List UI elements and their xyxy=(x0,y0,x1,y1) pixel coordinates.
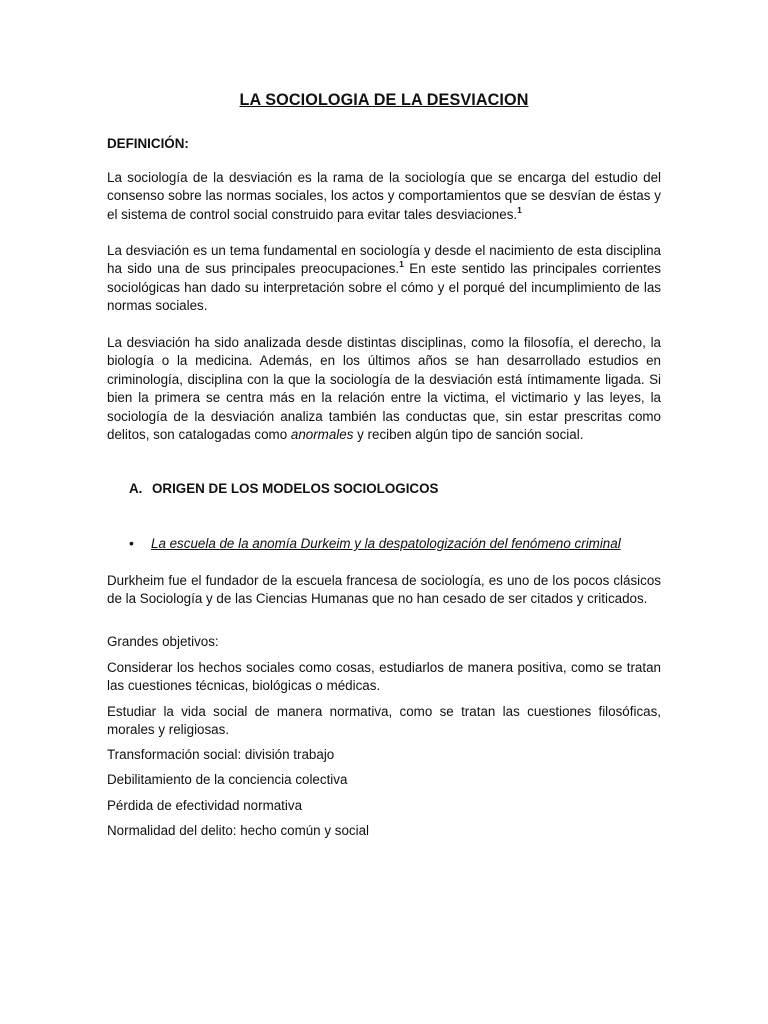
page-title: LA SOCIOLOGIA DE LA DESVIACION xyxy=(239,91,529,109)
paragraph-fundamental xyxy=(107,242,661,316)
paragraph-text: La sociología de la desviación es la rama de la sociología que se encarga del estudio del consenso sobre las normas sociales, los actos y comportamientos que se desvían de éstas y el sistema de control social construido para evitar tales desviaciones. xyxy=(107,170,661,222)
section-heading-text: ORIGEN DE LOS MODELOS SOCIOLOGICOS xyxy=(152,481,439,496)
list-item: Pérdida de efectividad normativa xyxy=(107,798,303,813)
paragraph-text: y reciben algún tipo de sanción social. xyxy=(353,427,584,443)
objectives-label: Grandes objetivos: xyxy=(107,634,219,649)
list-item: Normalidad del delito: hecho común y social xyxy=(107,823,370,838)
bullet-item xyxy=(129,534,621,553)
footnote-ref: 1 xyxy=(517,204,522,215)
section-heading xyxy=(129,480,438,498)
bullet-text: La escuela de la anomía Durkeim y la despatologización del fenómeno criminal xyxy=(151,536,621,551)
list-item: Debilitamiento de la conciencia colectiva xyxy=(107,772,348,787)
paragraph-durkheim: Durkheim fue el fundador de la escuela francesa de sociología, es uno de los pocos clásicos de la Sociología y de las Ciencias Humanas que no han cesado de ser citados y criticados. xyxy=(107,573,661,607)
paragraph-disciplines xyxy=(107,334,661,444)
list-item: Transformación social: división trabajo xyxy=(107,747,335,762)
emphasis-text: anormales xyxy=(290,427,354,443)
paragraph-definition xyxy=(107,169,661,224)
section-letter: A. xyxy=(129,481,143,496)
paragraph-objective-2: Estudiar la vida social de manera normativa, como se tratan las cuestiones filosóficas, morales y religiosas. xyxy=(107,704,661,738)
footnote-ref: 1 xyxy=(399,259,404,270)
definition-label: DEFINICIÓN: xyxy=(107,136,189,151)
paragraph-text: La desviación es un tema fundamental en sociología y desde el nacimiento de esta disciplina ha sido una de sus principales preocupaciones. xyxy=(107,243,661,277)
bullet-icon: • xyxy=(129,535,134,551)
paragraph-text: La desviación ha sido analizada desde distintas disciplinas, como la filosofía, el derecho, la biología o la medicina. Además, en los últimos años se han desarrollado estudios en criminología, disciplina con la que la sociología de la desviación está íntimamente ligada. Si bien la primera se centra más en la relación entre la victima, el victimario y las leyes, la sociología de la desviación analiza también las conductas que, sin estar prescritas como delitos, son catalogadas como xyxy=(107,335,661,443)
paragraph-text: En este sentido las principales corrientes sociológicas han dado su interpretación sobre el cómo y el porqué del incumplimiento de las normas sociales. xyxy=(107,261,661,314)
paragraph-objective-1: Considerar los hechos sociales como cosas, estudiarlos de manera positiva, como se tratan las cuestiones técnicas, biológicas o médicas. xyxy=(107,660,661,694)
